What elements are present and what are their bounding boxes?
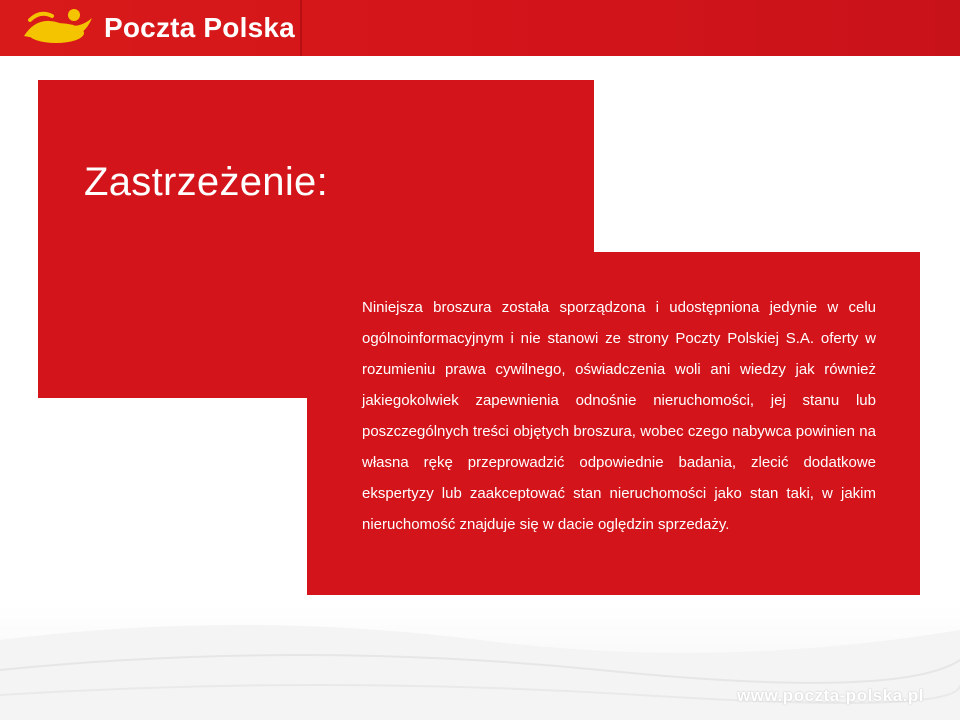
poczta-polska-horn-icon bbox=[18, 6, 98, 50]
brand-logo[interactable] bbox=[18, 4, 295, 52]
page-title: Zastrzeżenie: bbox=[84, 160, 328, 204]
footer-website-link[interactable]: www.poczta-polska.pl bbox=[737, 686, 924, 705]
header-divider bbox=[300, 0, 302, 56]
header-bar bbox=[0, 0, 960, 56]
disclaimer-text: Niniejsza broszura została sporządzona i udostępniona jedynie w celu ogólnoinformacyjnym i nie stanowi ze strony Poczty Polskiej S.A. oferty w rozumieniu prawa cywilnego, oświadczenia woli ani wiedzy jak również jakiegokolwiek zapewnienia odnośnie nieruchomości, jej stanu lub poszczególnych treści objętych broszura, wobec czego nabywca powinien na własna rękę przeprowadzić odpowiednie badania, zlecić dodatkowe ekspertyzy lub zaakceptować stan nieruchomości jako stan taki, w jakim nieruchomość znajduje się w dacie oględzin sprzedaży. bbox=[362, 299, 876, 533]
brand-name: Poczta Polska bbox=[104, 12, 295, 43]
